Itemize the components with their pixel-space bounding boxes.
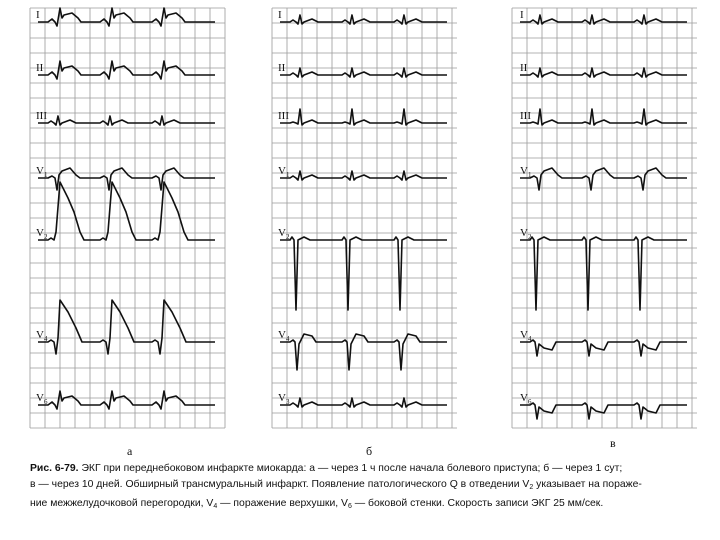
ecg-panel-3 — [512, 8, 697, 450]
panel-letter: а — [127, 444, 133, 458]
caption-label: Рис. 6-79. — [30, 463, 79, 474]
figure-caption — [30, 461, 690, 515]
lead-label: I — [278, 9, 282, 21]
lead-label: III — [278, 110, 289, 122]
lead-label: $V_1$ — [278, 165, 290, 179]
caption-text-2a: в — через 10 дней. Обширный трансмуральный инфаркт. Появление патологического Q в отведении V — [30, 479, 530, 490]
ecg-lead-trace — [36, 61, 215, 79]
lead-label: $V_2$ — [520, 227, 532, 241]
lead-label: $V_4$ — [520, 329, 532, 343]
lead-label: I — [520, 9, 524, 21]
lead-label: $V_4$ — [278, 329, 290, 343]
ecg-waveform — [38, 391, 215, 409]
ecg-lead-trace — [36, 110, 215, 125]
ecg-lead-trace — [36, 391, 215, 409]
panel-letter: б — [366, 444, 373, 458]
caption-line-1 — [30, 461, 690, 477]
lead-label: II — [278, 62, 286, 74]
lead-label: III — [520, 110, 531, 122]
lead-label: $V_2$ — [36, 227, 48, 241]
caption-text-2b: указывает на пораже- — [533, 479, 642, 490]
lead-label: II — [36, 62, 44, 74]
lead-label: $V_2$ — [278, 227, 290, 241]
ecg-panel-2 — [272, 8, 457, 458]
ecg-panel-1 — [30, 8, 225, 458]
caption-text-3a: ние межжелудочковой перегородки, V — [30, 498, 214, 509]
ecg-waveform — [38, 116, 215, 125]
caption-sub-3a: 4 — [213, 503, 218, 510]
lead-label: I — [36, 9, 40, 21]
caption-sub-2: 2 — [529, 484, 534, 491]
lead-label: $V_6$ — [520, 392, 532, 406]
lead-label: $V_3$ — [278, 392, 290, 406]
caption-sub-3b: 6 — [347, 503, 352, 510]
ecg-waveform — [38, 182, 215, 240]
ecg-waveform — [38, 61, 215, 79]
ecg-lead-trace — [36, 182, 215, 241]
caption-line-3 — [30, 496, 690, 515]
caption-text-3b: — поражение верхушки, V — [217, 498, 348, 509]
lead-label: $V_1$ — [36, 165, 48, 179]
lead-label: $V_6$ — [36, 392, 48, 406]
lead-label: III — [36, 110, 47, 122]
lead-label: II — [520, 62, 528, 74]
caption-text-3c: — боковой стенки. Скорость записи ЭКГ 25 мм/сек. — [351, 498, 604, 509]
lead-label: $V_1$ — [520, 165, 532, 179]
caption-text-1: ЭКГ при переднебоковом инфаркте миокарда: а — через 1 ч после начала болевого приступа; б — через 1 сут; — [78, 463, 623, 474]
lead-label: $V_4$ — [36, 329, 48, 343]
caption-line-2 — [30, 477, 690, 496]
ecg-waveform — [38, 168, 215, 190]
panel-letter: в — [610, 436, 616, 450]
